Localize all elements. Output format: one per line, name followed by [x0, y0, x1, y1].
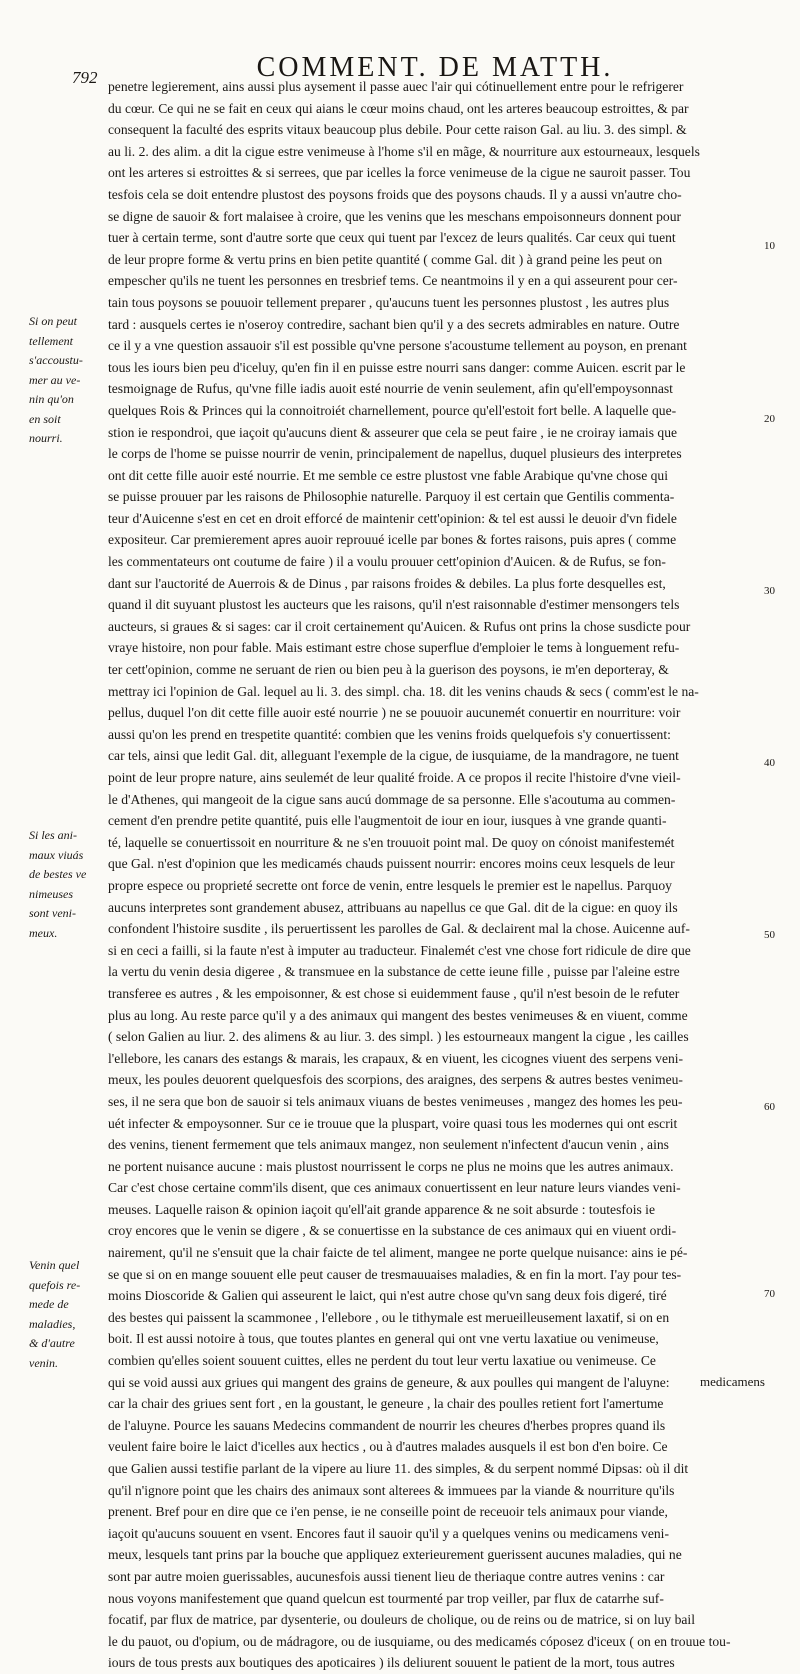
- margin-note-line: venin.: [29, 1355, 58, 1370]
- text-line: des bestes qui paissent la scammonee , l'ellebore , ou le tithymale est merueilleusement laxatif, si on en: [108, 1309, 670, 1325]
- text-line: prenent. Bref pour en dire que ce i'en pense, ie ne conseille point de receuoir tels animaux pour viande,: [108, 1504, 668, 1520]
- margin-note-line: Si les ani-: [29, 828, 77, 842]
- line-number: 40: [764, 757, 775, 769]
- text-line: ont les arteres si estroittes & si serrees, que par icelles la force venimeuse de la cigue ne sauroit passer. Tou: [108, 165, 691, 181]
- text-line: quand il dit suyuant plustost les aucteurs que les raisons, qu'il n'est raisonnable d'estimer mensongers tels: [108, 597, 680, 613]
- text-line: meux, les poules deuorent quelquesfois des scorpions, des araignes, des serpens & autres bestes venimeu-: [108, 1072, 683, 1088]
- text-line: meuses. Laquelle raison & opinion iaçoit qu'ell'ait grande apparence & ne soit absurde : toutesfois ie: [108, 1201, 655, 1217]
- text-line: quelques Rois & Princes qui la connoitroiét charnellement, pource qu'ell'estoit fort belle. A laquelle que-: [108, 402, 677, 418]
- text-line: té, laquelle se conuertissoit en nourriture & ne s'en trouuoit point mal. De quoy on cónoist manifestemét: [108, 834, 675, 850]
- line-number: 70: [764, 1288, 775, 1300]
- text-line: cement d'en prendre petite quantité, puis elle l'augmentoit de iour en iour, iusques à vne grande quanti-: [108, 813, 667, 829]
- text-line: tuer à certain terme, sont d'autre sorte que ceux qui tuent par l'excez de leurs qualités. Car ceux qui tuent: [108, 230, 676, 246]
- margin-note-poison-habituation: [29, 312, 107, 449]
- text-line: ses, il ne sera que bon de sauoir si tels animaux viuans de bestes venimeuses , mangez des homes les peu-: [108, 1093, 683, 1109]
- text-line: que Gal. n'est d'opinion que les medicamés chauds puissent nourrir: encores moins ceux lesquels de leur: [108, 856, 675, 872]
- text-line: du cœur. Ce qui ne se fait en ceux qui aians le cœur moins chaud, ont les arteres beaucoup estroittes, & par: [108, 100, 689, 116]
- line-number: 50: [764, 929, 775, 941]
- text-line: le corps de l'home se puisse nourrir de venin, principalement de napellus, duquel plusieurs des interpretes: [108, 446, 682, 462]
- text-line: expositeur. Car premierement apres auoir reprouué icelle par bones & fortes raisons, puis apres ( comme: [108, 532, 677, 548]
- text-line: point de leur propre nature, ains seulemét de leur qualité froide. A ce propos il recite l'histoire d'vne vieil-: [108, 770, 681, 785]
- text-line: meux, lesquels tant prins par la bouche que appliquez exterieurement guerissent aucunes maladies, qui ne: [108, 1547, 682, 1563]
- text-line: si en ceci a failli, si la faute n'est à imputer au traducteur. Finalemét c'est vne chose fort ridicule de dire que: [108, 942, 691, 958]
- text-line: car tels, ainsi que ledit Gal. dit, alleguant l'exemple de la cigue, de iusquiame, de la mandragore, ne tuent: [108, 748, 679, 764]
- margin-note-line: sont veni-: [29, 906, 76, 920]
- text-line: combien qu'elles soient souuent cuittes, elles ne perdent du tout leur vertu laxatiue ou venimeuse. Ce: [108, 1353, 656, 1369]
- text-line: Car c'est chose certaine comm'ils disent, que ces animaux conuertissent en leur nature leurs viandes veni-: [108, 1180, 681, 1196]
- text-line: de leur propre forme & vertu prins en bien petite quantité ( comme Gal. dit ) à grand peine les peut on: [108, 251, 663, 267]
- line-number: 20: [764, 413, 775, 425]
- text-line: nairement, qu'il ne s'ensuit que la chair faicte de tel aliment, mangee ne porte quelque nuisance: ains ie pé-: [108, 1245, 688, 1261]
- text-line: moins Dioscoride & Galien qui asseurent le laict, qui n'est autre chose qu'vn sang deux fois digeré, tiré: [108, 1288, 667, 1304]
- line-number: 10: [764, 240, 775, 252]
- margin-note-line: quefois re-: [29, 1277, 81, 1292]
- line-number: 60: [764, 1101, 775, 1113]
- text-line: pellus, duquel l'on dit cette fille auoir esté nourrie ) ne se pouuoir aucunemét conuertir en nourriture: voir: [108, 705, 681, 721]
- text-line: le du pauot, ou d'opium, ou de mádragore, ou de iusquiame, ou des medicamés cóposez d'iceux ( on en trouue tou-: [108, 1633, 731, 1649]
- text-line: aussi qu'on les prend en trespetite quantité: combien que les venins froids quelquefois s'y conuertissent:: [108, 726, 671, 742]
- text-line: croy encores que le venin se digere , & se conuertisse en la substance de ces animaux qui en viuent ordi-: [108, 1223, 677, 1239]
- text-line: car la chair des griues sent fort , en la goustant, le geneure , la chair des poulles retient fort l'amertume: [108, 1396, 664, 1412]
- text-line: teur d'Auicenne s'est en cet en droit efforcé de maintenir cett'opinion: & tel est aussi le deuoir d'vn fidele: [108, 510, 677, 526]
- text-line: focatif, par flux de matrice, par dysenterie, ou douleurs de cholique, ou de reins ou de matrice, si on luy bail: [108, 1612, 695, 1628]
- text-line: confondent l'histoire susdite , ils peruertissent les parolles de Gal. & declairent mal la chose. Auicenne auf-: [108, 921, 690, 937]
- text-line: de l'aluyne. Pource les sauans Medecins commandent de nourrir les cheures d'herbes propres quand ils: [108, 1417, 666, 1433]
- margin-note-line: tellement: [29, 333, 73, 348]
- running-title: COMMENT. DE MATTH.: [256, 52, 614, 83]
- text-line: mettray ici l'opinion de Gal. lequel au li. 3. des simpl. cha. 18. dit les venins chauds & secs ( comm'est le na-: [108, 683, 699, 699]
- text-line: iaçoit qu'aucuns souuent en vsent. Encores faut il sauoir qu'il y a quelques venins ou medicamens veni-: [108, 1525, 669, 1541]
- text-line: transferee es autres , & les empoisonner, & est chose si euidemment fause , qu'il n'est besoin de le refuter: [108, 985, 680, 1001]
- margin-note-line: de bestes ve: [29, 867, 87, 881]
- margin-note-line: nin qu'on: [29, 392, 74, 406]
- margin-note-line: maux viuás: [29, 847, 84, 862]
- text-line: penetre legierement, ains aussi plus aysement il passe auec l'air qui cótinuellement entre pour le refrigerer: [108, 79, 684, 94]
- margin-note-line: en soit: [29, 411, 61, 426]
- text-line: se puisse prouuer par les raisons de Philosophie naturelle. Parquoy il est certain que Gentilis commenta-: [108, 489, 675, 505]
- text-line: empescher qu'ils ne tuent les personnes en tresbrief tems. Ce neantmoins il y en a qui asseurent pour cer-: [108, 273, 678, 289]
- text-line: ce il y a vne question assauoir s'il est possible qu'vne persone s'acoustume tellement au poyson, en prenant: [108, 338, 687, 354]
- text-line: au li. 2. des alim. a dit la cigue estre venimeuse à l'home s'il en mãge, & nourriture aux estourneaux, lesquels: [108, 143, 700, 159]
- text-line: sont par autre moien guerissables, aucunesfois aussi tienent lieu de theriaque contre autres venins : car: [108, 1568, 665, 1584]
- text-line: nous voyons manifestement que quand quelcun est tourmenté par trop veiller, par flux de catarrhe suf-: [108, 1590, 664, 1606]
- text-line: boit. Il est aussi notoire à tous, que toutes plantes en general qui ont vne vertu laxatiue ou venimeuse,: [108, 1331, 659, 1347]
- text-line: aucuns interpretes sont grandement abusez, attribuans au napellus ce que Gal. dit de la cigue: en quoy ils: [108, 899, 678, 915]
- text-line: consequent la faculté des esprits vitaux beaucoup plus debile. Pour cette raison Gal. au liu. 3. des simpl. &: [108, 122, 687, 138]
- text-line: plus au long. Au reste parce qu'il y a des animaux qui mangent des bestes venimeuses & en viuent, comme: [108, 1007, 688, 1023]
- text-line: la vertu du venin desia digeree , & transmuee en la substance de cette ieune fille , puisse par l'aleine estre: [108, 964, 680, 980]
- body-text: [108, 76, 768, 1671]
- margin-note-line: Si on peut: [29, 314, 77, 328]
- margin-note-venomous-animals: [29, 826, 107, 943]
- line-number: 30: [764, 585, 775, 597]
- text-line: qu'il n'ignore point que les chairs des animaux sont alterees & immuees par la viande & nourriture qu'ils: [108, 1482, 675, 1498]
- text-line: vraye histoire, non pour fable. Mais estimant estre chose superflue d'emploier le tems à longuement refu-: [108, 640, 680, 656]
- margin-note-line: meux.: [29, 925, 58, 940]
- margin-note-venom-remedy: [29, 1256, 107, 1373]
- text-line: les commentateurs ont coutume de faire ) il a voulu prouuer cett'opinion d'Auicen. & de Rufus, se fon-: [108, 554, 666, 570]
- text-line: ne portent nuisance aucune : mais plustost nourrissent le corps ne plus ne moins que les autres animaux.: [108, 1158, 674, 1174]
- margin-note-line: mer au ve-: [29, 372, 81, 387]
- page-number: 792: [72, 68, 98, 87]
- catchword: medicamens: [700, 1374, 765, 1389]
- text-line: ter cett'opinion, comme ne seruant de rien ou bien peu à la guerison des poysons, ie m'en deporteray, &: [108, 662, 669, 678]
- text-line: tesmoignage de Rufus, qu'vne fille iadis auoit esté nourrie de venin seulement, afin qu'ell'empoysonnast: [108, 381, 673, 397]
- text-line: l'ellebore, les canars des estangs & marais, les crapaux, & en viuent, les cicognes viuent des serpens veni-: [108, 1050, 684, 1066]
- text-line: iours de tous prests aux boutiques des apoticaires ) ils deliurent souuent le patient de la mort, tous autres: [108, 1655, 675, 1671]
- margin-note-line: mede de: [29, 1297, 69, 1311]
- margin-note-line: & d'autre: [29, 1336, 75, 1350]
- text-line: des venins, tienent fermement que tels animaux mangez, non seulement n'infectent d'aucun venin , ains: [108, 1137, 669, 1153]
- text-line: tard : ausquels certes ie n'oseroy contredire, sachant bien qu'il y a des secrets admirables en nature. Outre: [108, 316, 680, 332]
- text-line: dant sur l'auctorité de Auerrois & de Dinus , par raisons froides & debiles. La plus forte desquelles est,: [108, 575, 666, 591]
- text-line: uét infecter & empoysonner. Sur ce ie trouue que la pluspart, voire quasi tous les modernes qui ont escrit: [108, 1115, 678, 1131]
- margin-note-line: nourri.: [29, 431, 63, 445]
- text-line: le d'Athenes, qui mangeoit de la cigue sans aucú dommage de sa personne. Elle s'acoutuma au commen-: [108, 791, 676, 807]
- margin-note-line: nimeuses: [29, 886, 73, 901]
- text-line: tain tous poysons se pouuoir tellement preparer , qu'aucuns tuent les personnes plustost , les autres plus: [108, 294, 670, 310]
- text-line: ont dit cette fille auoir esté nourrie. Et me semble ce estre plustost vne fable Arabique qu'vne chose qui: [108, 467, 668, 483]
- text-line: aucteurs, si graues & si sages: car il croit certainement qu'Auicen. & Rufus ont prins la chose susdicte pour: [108, 618, 691, 634]
- text-line: se digne de sauoir & fort malaisee à croire, que les venins que les meschans empoisonneurs donnent pour: [108, 208, 682, 224]
- text-line: se que si on en mange souuent elle peut causer de tresmauuaises maladies, & en fin la mort. I'ay pour tes-: [108, 1266, 682, 1282]
- margin-note-line: maladies,: [29, 1316, 76, 1331]
- text-line: propre espece ou proprieté secrette ont force de venin, entre lesquels le premier est le napellus. Parquoy: [108, 877, 672, 893]
- text-line: qui se void aussi aux griues qui mangent des grains de geneure, & aux poulles qui mangent de l'aluyne:: [108, 1374, 670, 1390]
- text-line: tous les iours bien peu d'iceluy, qu'en fin il en puisse estre nourri sans danger: comme Auicen. escrit par le: [108, 359, 686, 375]
- text-line: que Galien aussi testifie parlant de la vipere au liure 11. des simples, & du serpent nommé Dipsas: où il dit: [108, 1461, 689, 1476]
- text-line: tesfois cela se doit entendre plustost des poysons froids que des poysons chauds. Il y a aussi vn'autre cho-: [108, 186, 682, 202]
- text-line: ( selon Galien au liur. 2. des alimens & au liur. 3. des simpl. ) les estourneaux mangent la cigue , les cailles: [108, 1029, 689, 1045]
- text-line: veulent faire boire le laict d'icelles aux hectics , ou à d'autres malades ausquels il est bon d'en boire. Ce: [108, 1439, 668, 1455]
- margin-note-line: Venin quel: [29, 1258, 80, 1272]
- margin-note-line: s'accoustu-: [29, 353, 83, 367]
- text-line: stion ie respondroi, que iaçoit qu'aucuns dient & asseurer que cela se peut faire , ie ne croiray iamais que: [108, 424, 678, 440]
